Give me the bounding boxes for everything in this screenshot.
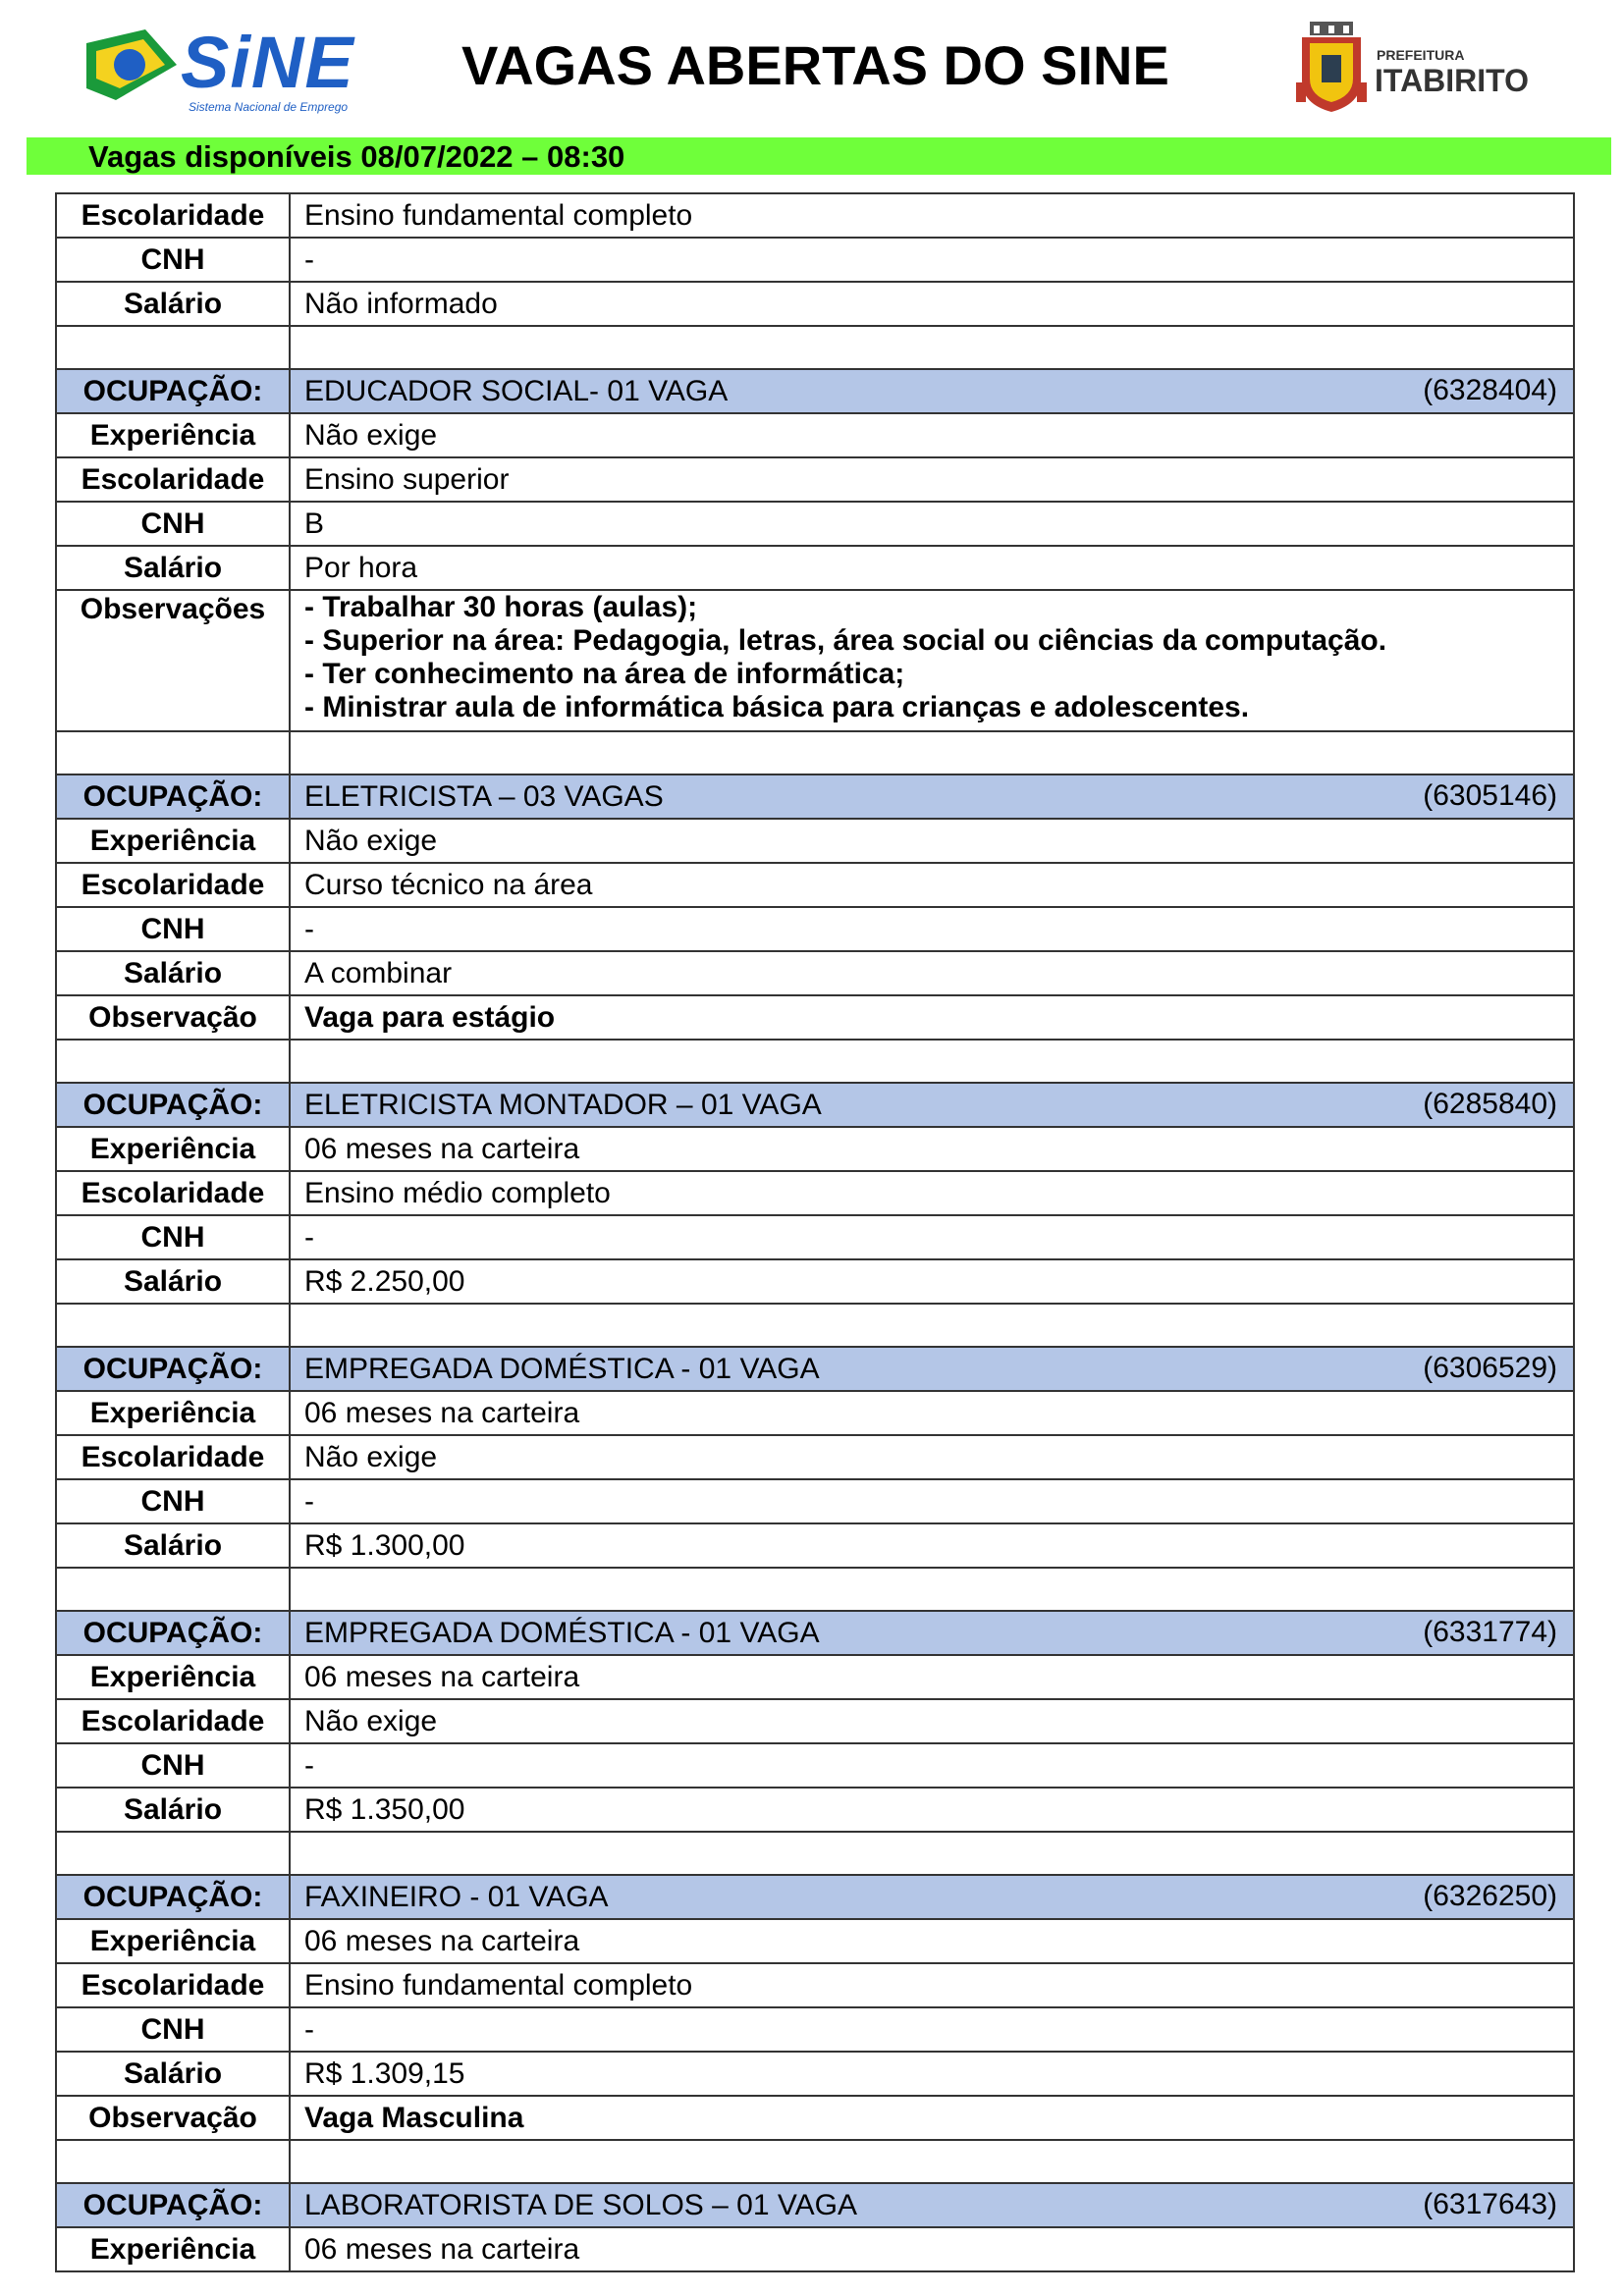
- table-row: [56, 863, 1574, 907]
- value-salario: R$ 1.350,00: [290, 1788, 1574, 1832]
- value-salario: A combinar: [290, 951, 1574, 995]
- table-row: [56, 1743, 1574, 1788]
- sine-logo-text: SiNE: [181, 22, 354, 103]
- prefeitura-logo: [1296, 22, 1542, 116]
- value-observacao: Vaga Masculina: [290, 2096, 1574, 2140]
- label-observacoes: Observações: [56, 590, 290, 731]
- table-row: [56, 1171, 1574, 1215]
- label-salario: Salário: [56, 1788, 290, 1832]
- occupation-row: [56, 369, 1574, 413]
- label-escolaridade: Escolaridade: [56, 193, 290, 238]
- label-cnh: CNH: [56, 907, 290, 951]
- occupation-title: EDUCADOR SOCIAL- 01 VAGA: [304, 374, 729, 407]
- occupation-title: EMPREGADA DOMÉSTICA - 01 VAGA: [304, 1616, 820, 1649]
- label-salario: Salário: [56, 546, 290, 590]
- label-ocupacao: OCUPAÇÃO:: [56, 1083, 290, 1127]
- sine-subtitle: Sistema Nacional de Emprego: [189, 100, 349, 114]
- sine-logo: [86, 22, 361, 116]
- table-row: [56, 819, 1574, 863]
- table-row: [56, 2096, 1574, 2140]
- label-cnh: CNH: [56, 1479, 290, 1523]
- value-cnh: B: [290, 502, 1574, 546]
- table-row: [56, 238, 1574, 282]
- occupation-code: (6328404): [1423, 374, 1557, 406]
- label-salario: Salário: [56, 282, 290, 326]
- table-row: [56, 413, 1574, 457]
- label-experiencia: Experiência: [56, 413, 290, 457]
- table-row: [56, 546, 1574, 590]
- table-row: [56, 1963, 1574, 2007]
- occupation-row: [56, 774, 1574, 819]
- label-experiencia: Experiência: [56, 2227, 290, 2271]
- occupation-code: (6331774): [1423, 1616, 1557, 1648]
- table-row: [56, 1523, 1574, 1568]
- label-ocupacao: OCUPAÇÃO:: [56, 369, 290, 413]
- table-row: [56, 457, 1574, 502]
- value-escolaridade: Ensino fundamental completo: [290, 1963, 1574, 2007]
- label-ocupacao: OCUPAÇÃO:: [56, 774, 290, 819]
- label-escolaridade: Escolaridade: [56, 863, 290, 907]
- label-ocupacao: OCUPAÇÃO:: [56, 1611, 290, 1655]
- spacer-row: [56, 1568, 1574, 1611]
- observation-line: - Ter conhecimento na área de informática;: [304, 658, 905, 690]
- table-row: [56, 1479, 1574, 1523]
- value-experiencia: Não exige: [290, 413, 1574, 457]
- table-row: [56, 1391, 1574, 1435]
- observation-line: - Superior na área: Pedagogia, letras, área social ou ciências da computação.: [304, 624, 1387, 657]
- occupation-title: FAXINEIRO - 01 VAGA: [304, 1880, 609, 1913]
- table-row: [56, 1435, 1574, 1479]
- table-row: [56, 1788, 1574, 1832]
- label-observacao: Observação: [56, 2096, 290, 2140]
- label-escolaridade: Escolaridade: [56, 1699, 290, 1743]
- city-crest-icon: [1296, 22, 1367, 114]
- spacer-row: [56, 326, 1574, 369]
- occupation-row: [56, 1347, 1574, 1391]
- value-experiencia: 06 meses na carteira: [290, 1655, 1574, 1699]
- value-cnh: -: [290, 1479, 1574, 1523]
- value-salario: Por hora: [290, 546, 1574, 590]
- occupation-code: (6305146): [1423, 779, 1557, 812]
- label-salario: Salário: [56, 1523, 290, 1568]
- table-row: [56, 193, 1574, 238]
- label-ocupacao: OCUPAÇÃO:: [56, 2183, 290, 2227]
- label-cnh: CNH: [56, 502, 290, 546]
- value-escolaridade: Ensino médio completo: [290, 1171, 1574, 1215]
- spacer-row: [56, 1832, 1574, 1875]
- value-experiencia: 06 meses na carteira: [290, 1919, 1574, 1963]
- table-row: [56, 951, 1574, 995]
- table-row: [56, 1919, 1574, 1963]
- label-experiencia: Experiência: [56, 1655, 290, 1699]
- value-cnh: -: [290, 2007, 1574, 2052]
- label-salario: Salário: [56, 1259, 290, 1304]
- label-escolaridade: Escolaridade: [56, 1171, 290, 1215]
- page-title: VAGAS ABERTAS DO SINE: [461, 34, 1169, 96]
- table-row: [56, 502, 1574, 546]
- table-row: [56, 1127, 1574, 1171]
- value-experiencia: 06 meses na carteira: [290, 1127, 1574, 1171]
- label-cnh: CNH: [56, 1743, 290, 1788]
- occupation-title: ELETRICISTA – 03 VAGAS: [304, 779, 664, 813]
- jobs-table: [55, 192, 1575, 2272]
- spacer-row: [56, 1040, 1574, 1083]
- label-salario: Salário: [56, 2052, 290, 2096]
- date-bar-text: Vagas disponíveis 08/07/2022 – 08:30: [88, 139, 625, 174]
- observation-line: - Trabalhar 30 horas (aulas);: [304, 591, 698, 623]
- label-cnh: CNH: [56, 238, 290, 282]
- spacer-row: [56, 2140, 1574, 2183]
- table-row: [56, 1699, 1574, 1743]
- table-row: [56, 282, 1574, 326]
- label-escolaridade: Escolaridade: [56, 1435, 290, 1479]
- value-escolaridade: Ensino fundamental completo: [290, 193, 1574, 238]
- table-row: [56, 2007, 1574, 2052]
- value-cnh: -: [290, 238, 1574, 282]
- value-observacoes: [290, 590, 1574, 731]
- occupation-row: [56, 1875, 1574, 1919]
- table-row: [56, 907, 1574, 951]
- table-row: [56, 1655, 1574, 1699]
- label-experiencia: Experiência: [56, 1919, 290, 1963]
- value-salario: R$ 1.300,00: [290, 1523, 1574, 1568]
- label-observacao: Observação: [56, 995, 290, 1040]
- occupation-code: (6326250): [1423, 1880, 1557, 1912]
- value-cnh: -: [290, 1743, 1574, 1788]
- spacer-row: [56, 731, 1574, 774]
- label-salario: Salário: [56, 951, 290, 995]
- value-salario: R$ 2.250,00: [290, 1259, 1574, 1304]
- table-row: [56, 1259, 1574, 1304]
- label-cnh: CNH: [56, 2007, 290, 2052]
- prefeitura-label: PREFEITURA: [1377, 47, 1465, 63]
- label-escolaridade: Escolaridade: [56, 457, 290, 502]
- label-experiencia: Experiência: [56, 1127, 290, 1171]
- occupation-row: [56, 1083, 1574, 1127]
- table-row: [56, 2227, 1574, 2271]
- value-escolaridade: Não exige: [290, 1435, 1574, 1479]
- label-experiencia: Experiência: [56, 1391, 290, 1435]
- occupation-row: [56, 2183, 1574, 2227]
- city-name: ITABIRITO: [1375, 63, 1530, 98]
- value-experiencia: 06 meses na carteira: [290, 2227, 1574, 2271]
- occupation-code: (6306529): [1423, 1352, 1557, 1384]
- label-ocupacao: OCUPAÇÃO:: [56, 1875, 290, 1919]
- label-ocupacao: OCUPAÇÃO:: [56, 1347, 290, 1391]
- table-row: [56, 590, 1574, 731]
- page-header: [0, 0, 1624, 137]
- value-cnh: -: [290, 907, 1574, 951]
- observation-line: - Ministrar aula de informática básica para crianças e adolescentes.: [304, 691, 1250, 723]
- occupation-title: LABORATORISTA DE SOLOS – 01 VAGA: [304, 2188, 857, 2221]
- value-experiencia: 06 meses na carteira: [290, 1391, 1574, 1435]
- value-observacao: Vaga para estágio: [290, 995, 1574, 1040]
- label-experiencia: Experiência: [56, 819, 290, 863]
- value-experiencia: Não exige: [290, 819, 1574, 863]
- value-salario: Não informado: [290, 282, 1574, 326]
- label-cnh: CNH: [56, 1215, 290, 1259]
- occupation-code: (6285840): [1423, 1088, 1557, 1120]
- date-bar: [27, 137, 1611, 175]
- occupation-title: EMPREGADA DOMÉSTICA - 01 VAGA: [304, 1352, 820, 1385]
- table-row: [56, 1215, 1574, 1259]
- table-row: [56, 995, 1574, 1040]
- occupation-title: ELETRICISTA MONTADOR – 01 VAGA: [304, 1088, 822, 1121]
- label-escolaridade: Escolaridade: [56, 1963, 290, 2007]
- value-escolaridade: Ensino superior: [290, 457, 1574, 502]
- spacer-row: [56, 1304, 1574, 1347]
- occupation-code: (6317643): [1423, 2188, 1557, 2220]
- sine-flag-icon: [86, 29, 177, 100]
- value-escolaridade: Não exige: [290, 1699, 1574, 1743]
- value-escolaridade: Curso técnico na área: [290, 863, 1574, 907]
- value-salario: R$ 1.309,15: [290, 2052, 1574, 2096]
- value-cnh: -: [290, 1215, 1574, 1259]
- occupation-row: [56, 1611, 1574, 1655]
- table-row: [56, 2052, 1574, 2096]
